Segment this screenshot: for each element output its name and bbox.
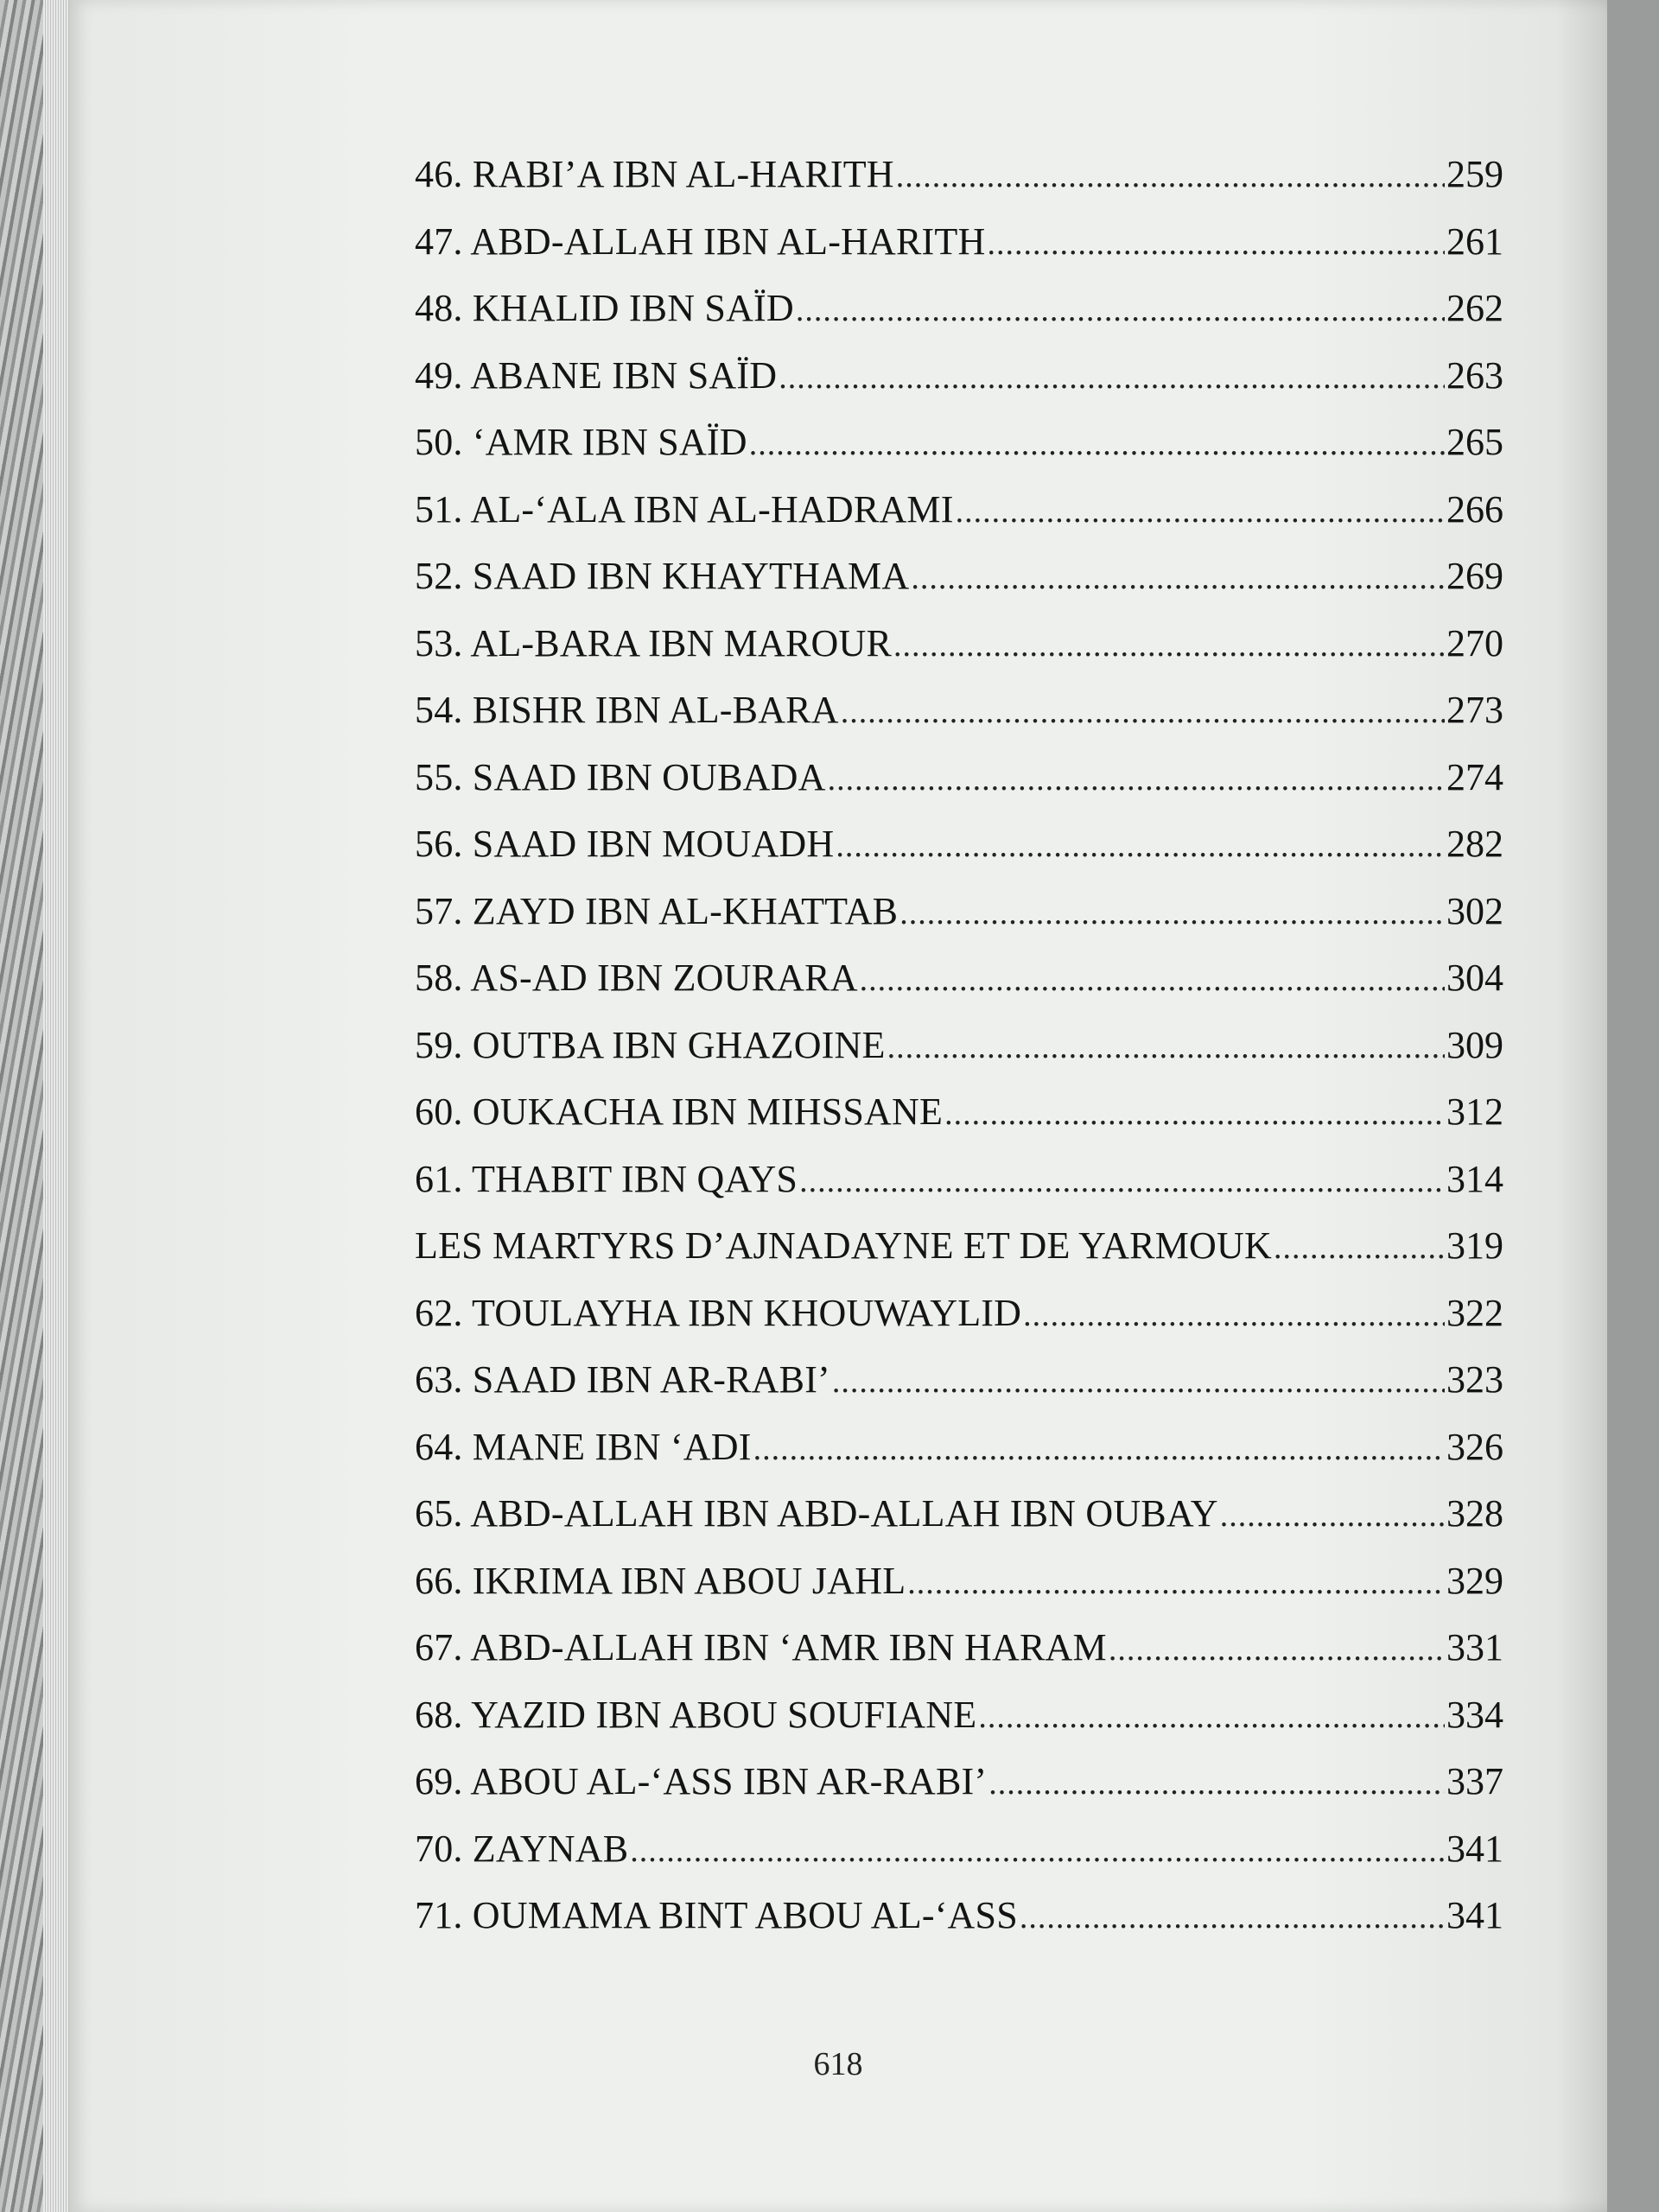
toc-entry: [415, 289, 1503, 357]
dot-leader: [796, 294, 1445, 327]
toc-entry-title: 55. SAAD IBN OUBADA: [415, 755, 826, 798]
toc-entry: [415, 1760, 1503, 1830]
toc-entry-page: 341: [1446, 1827, 1503, 1870]
toc-entry-title: 50. ‘AMR IBN SAÏD: [415, 421, 747, 463]
toc-entry-title: 46. RABI’A IBN AL-HARITH: [415, 153, 894, 195]
toc-entry-title: 52. SAAD IBN KHAYTHAMA: [415, 555, 910, 597]
toc-entry: [415, 423, 1503, 491]
toc-entry-page: 337: [1446, 1760, 1503, 1802]
toc-entry-page: 259: [1446, 153, 1503, 195]
toc-entry-page: 331: [1446, 1626, 1503, 1669]
dot-leader: [1220, 1499, 1445, 1532]
toc-entry-page: 329: [1446, 1559, 1503, 1602]
toc-entry-title: 60. OUKACHA IBN MIHSSANE: [415, 1090, 944, 1133]
toc-entry-page: 263: [1446, 353, 1503, 397]
toc-entry-title: 48. KHALID IBN SAÏD: [415, 287, 794, 329]
toc-entry-title: 47. ABD-ALLAH IBN AL-HARITH: [415, 219, 986, 263]
toc-entry-page: 274: [1446, 755, 1503, 798]
book-page-edges: [43, 0, 69, 2212]
toc-entry: [415, 1827, 1503, 1897]
dot-leader: [841, 696, 1445, 728]
dot-leader: [956, 495, 1445, 528]
dot-leader: [1109, 1633, 1445, 1666]
dot-leader: [978, 1700, 1445, 1733]
toc-entry-page: 262: [1446, 287, 1503, 329]
dot-leader: [799, 1165, 1445, 1198]
toc-entry: [415, 1492, 1503, 1562]
dot-leader: [911, 562, 1445, 594]
dot-leader: [1274, 1231, 1445, 1264]
toc-entry: [415, 1291, 1503, 1362]
toc-entry-title: 53. AL-BARA IBN MAROUR: [415, 621, 893, 664]
toc-entry: [415, 1626, 1503, 1696]
toc-entry-page: 312: [1446, 1090, 1503, 1133]
toc-entry-title: 70. ZAYNAB: [415, 1827, 629, 1870]
toc-entry-page: 270: [1446, 621, 1503, 664]
toc-entry-page: 319: [1446, 1224, 1503, 1267]
toc-entry: [415, 1425, 1503, 1496]
toc-entry-page: 266: [1446, 487, 1503, 531]
dot-leader: [896, 160, 1445, 193]
book-page: [69, 0, 1607, 2212]
dot-leader: [860, 963, 1445, 996]
toc-entry-title: 64. MANE IBN ‘ADI: [415, 1425, 752, 1468]
toc-entry-title: LES MARTYRS D’AJNADAYNE ET DE YARMOUK: [415, 1224, 1272, 1267]
toc-entry-page: 326: [1446, 1425, 1503, 1468]
toc-entry-page: 334: [1446, 1693, 1503, 1736]
dot-leader: [1020, 1901, 1445, 1934]
dot-leader: [944, 1097, 1445, 1130]
dot-leader: [836, 830, 1445, 862]
toc-entry-title: 56. SAAD IBN MOUADH: [415, 823, 835, 865]
toc-entry-title: 67. ABD-ALLAH IBN ‘AMR IBN HARAM: [415, 1626, 1107, 1669]
toc-entry: [415, 557, 1503, 625]
toc-entry-page: 282: [1446, 823, 1503, 865]
toc-entry: [415, 1693, 1503, 1764]
toc-entry: [415, 1358, 1503, 1428]
dot-leader: [1023, 1299, 1445, 1332]
toc-entry-title: 54. BISHR IBN AL-BARA: [415, 689, 839, 731]
toc-entry: [415, 487, 1503, 558]
dot-leader: [899, 897, 1445, 930]
toc-entry: [415, 1559, 1503, 1630]
toc-entry: [415, 621, 1503, 692]
toc-entry-title: 57. ZAYD IBN AL-KHATTAB: [415, 889, 899, 932]
toc-entry-page: 322: [1446, 1291, 1503, 1334]
toc-entry-page: 314: [1446, 1157, 1503, 1200]
toc-entry: [415, 959, 1503, 1027]
dot-leader: [749, 428, 1445, 461]
toc-entry: [415, 153, 1503, 223]
page-gutter-shadow: [1555, 0, 1607, 2212]
toc-entry-title: 66. IKRIMA IBN ABOU JAHL: [415, 1559, 906, 1602]
dot-leader: [779, 361, 1445, 394]
toc-entry: [415, 1894, 1503, 1964]
toc-entry: [415, 1090, 1503, 1160]
toc-entry: [415, 353, 1503, 424]
dot-leader: [907, 1567, 1445, 1599]
toc-entry-title: 62. TOULAYHA IBN KHOUWAYLID: [415, 1291, 1022, 1334]
toc-entry-title: 69. ABOU AL-‘ASS IBN AR-RABI’: [415, 1760, 988, 1802]
toc-entry-title: 71. OUMAMA BINT ABOU AL-‘ASS: [415, 1894, 1018, 1936]
toc-entry: [415, 755, 1503, 826]
toc-entry-page: 341: [1446, 1894, 1503, 1936]
toc-entry-page: 323: [1446, 1358, 1503, 1401]
dot-leader: [753, 1433, 1445, 1465]
toc-entry-page: 265: [1446, 421, 1503, 463]
toc-entry: [415, 219, 1503, 290]
toc-entry: [415, 691, 1503, 759]
toc-entry-page: 273: [1446, 689, 1503, 731]
toc-entry: [415, 1023, 1503, 1094]
toc-entry: [415, 1157, 1503, 1228]
toc-entry-page: 269: [1446, 555, 1503, 597]
dot-leader: [988, 1767, 1445, 1800]
toc-entry-title: 65. ABD-ALLAH IBN ABD-ALLAH IBN OUBAY: [415, 1492, 1218, 1535]
toc-entry-page: 328: [1446, 1492, 1503, 1535]
toc-entry-title: 51. AL-‘ALA IBN AL-HADRAMI: [415, 487, 954, 531]
toc-entry-title: 49. ABANE IBN SAÏD: [415, 353, 778, 397]
toc-entry-title: 58. AS-AD IBN ZOURARA: [415, 957, 858, 999]
toc-entry: [415, 889, 1503, 960]
dot-leader: [893, 629, 1445, 662]
toc-entry-page: 261: [1446, 219, 1503, 263]
toc-entry-title: 63. SAAD IBN AR-RABI’: [415, 1358, 830, 1401]
dot-leader: [828, 763, 1445, 796]
dot-leader: [887, 1031, 1445, 1064]
dot-leader: [630, 1834, 1445, 1867]
toc-section-entry: [415, 1224, 1503, 1294]
toc-entry-title: 61. THABIT IBN QAYS: [415, 1157, 798, 1200]
toc-entry-page: 304: [1446, 957, 1503, 999]
toc-entry-page: 302: [1446, 889, 1503, 932]
toc-entry: [415, 825, 1503, 893]
toc-entry-title: 68. YAZID IBN ABOU SOUFIANE: [415, 1693, 977, 1736]
dot-leader: [987, 227, 1445, 260]
table-of-contents: [415, 153, 1503, 1964]
page-number: 618: [813, 2046, 863, 2082]
dot-leader: [832, 1365, 1445, 1398]
toc-entry-title: 59. OUTBA IBN GHAZOINE: [415, 1023, 886, 1066]
toc-entry-page: 309: [1446, 1023, 1503, 1066]
